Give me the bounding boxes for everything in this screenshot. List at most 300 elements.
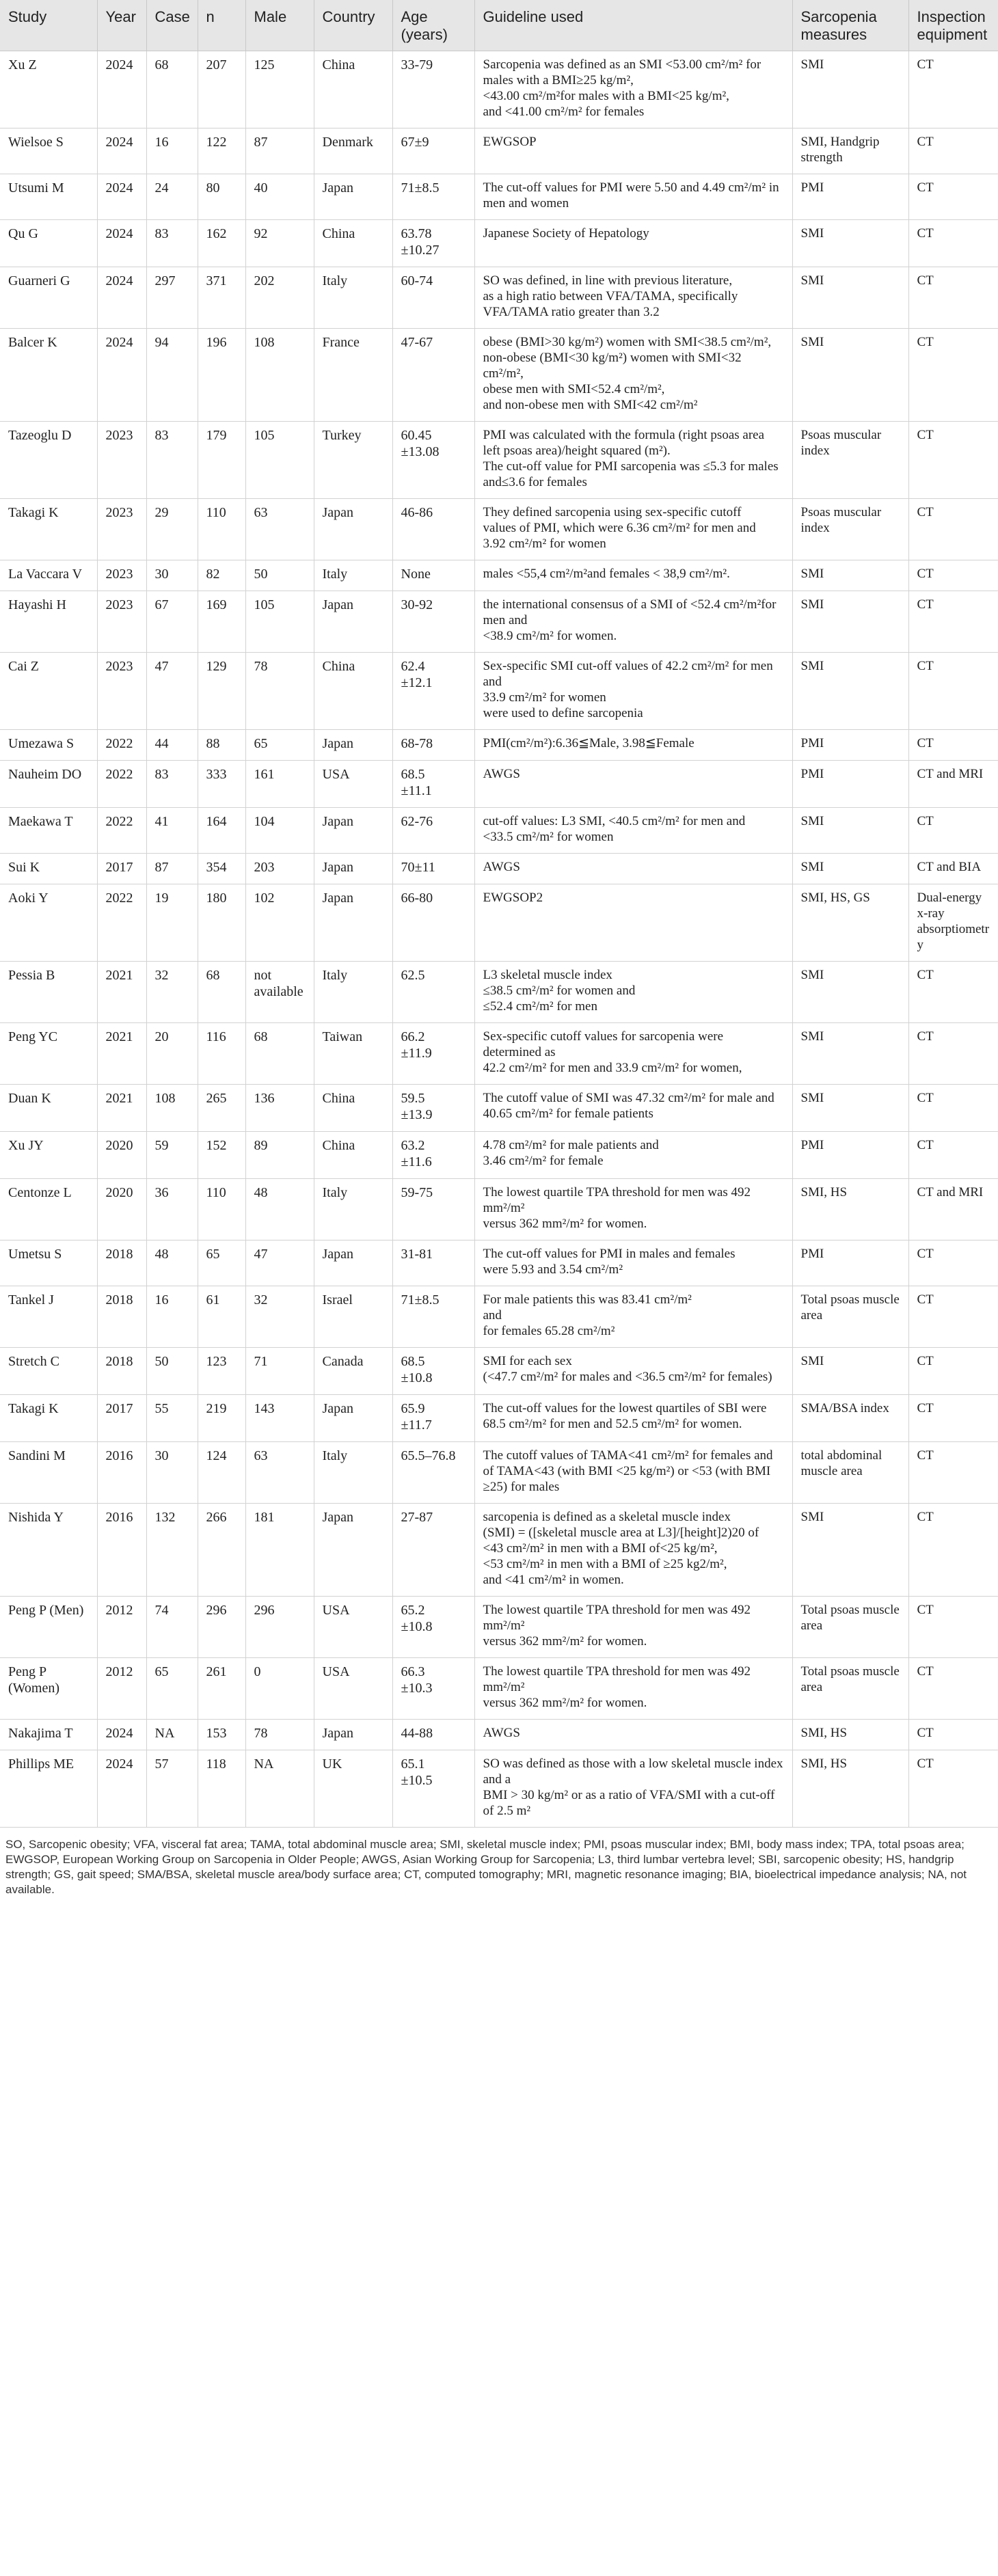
cell-equipment: CT	[908, 174, 998, 220]
cell-n: 354	[198, 854, 245, 884]
cell-age: 63.2 ±11.6	[392, 1132, 474, 1179]
column-header-measures: Sarcopenia measures	[792, 0, 908, 51]
cell-country: Japan	[314, 1720, 392, 1750]
cell-guideline: The cut-off values for PMI were 5.50 and 4.49 cm²/m² in men and women	[474, 174, 792, 220]
cell-n: 371	[198, 267, 245, 329]
cell-male: 63	[245, 1442, 314, 1504]
cell-year: 2021	[97, 962, 146, 1023]
cell-measures: SMI	[792, 1085, 908, 1132]
cell-guideline: L3 skeletal muscle index ≤38.5 cm²/m² for women and ≤52.4 cm²/m² for men	[474, 962, 792, 1023]
cell-measures: SMI	[792, 560, 908, 591]
cell-guideline: sarcopenia is defined as a skeletal muscle index (SMI) = ([skeletal muscle area at L3]/[height]2)20 of <43 cm²/m² in men with a BMI of<25 kg/m², <53 cm²/m² in men with a BMI of ≥25 kg2/m², and <41 cm²/m² in women.	[474, 1504, 792, 1597]
cell-equipment: CT	[908, 1658, 998, 1720]
cell-country: China	[314, 653, 392, 730]
table-row	[0, 761, 998, 808]
cell-equipment: CT	[908, 808, 998, 854]
cell-year: 2017	[97, 1395, 146, 1442]
cell-study: Xu JY	[0, 1132, 97, 1179]
cell-case: 55	[146, 1395, 198, 1442]
cell-age: 60-74	[392, 267, 474, 329]
cell-case: 297	[146, 267, 198, 329]
cell-equipment: CT	[908, 329, 998, 422]
cell-age: 71±8.5	[392, 1286, 474, 1348]
cell-male: 78	[245, 1720, 314, 1750]
cell-case: 94	[146, 329, 198, 422]
cell-study: Sandini M	[0, 1442, 97, 1504]
cell-guideline: the international consensus of a SMI of <52.4 cm²/m²for men and <38.9 cm²/m² for women.	[474, 591, 792, 653]
cell-measures: SMI	[792, 267, 908, 329]
table-row	[0, 560, 998, 591]
cell-study: Takagi K	[0, 499, 97, 560]
cell-male: 125	[245, 51, 314, 128]
table-footnote: SO, Sarcopenic obesity; VFA, visceral fat area; TAMA, total abdominal muscle area; SMI, skeletal muscle index; PMI, psoas muscular index; BMI, body mass index; TPA, total psoas area; EWGSOP, European Working Group on Sarcopenia in Older People; AWGS, Asian Working Group for Sarcopenia; L3, third lumbar vertebra level; SBI, sarcopenic obesity; HS, handgrip strength; GS, gait speed; SMA/BSA, skeletal muscle area/body surface area; CT, computed tomography; MRI, magnetic resonance imaging; BIA, bioelectrical impedance analysis; NA, not available.	[5, 1838, 967, 1896]
cell-measures: Total psoas muscle area	[792, 1658, 908, 1720]
cell-male: 105	[245, 422, 314, 499]
cell-case: 16	[146, 128, 198, 174]
table-header	[0, 0, 998, 51]
column-header-guideline: Guideline used	[474, 0, 792, 51]
cell-country: Japan	[314, 854, 392, 884]
cell-equipment: CT	[908, 1442, 998, 1504]
cell-n: 82	[198, 560, 245, 591]
cell-study: La Vaccara V	[0, 560, 97, 591]
cell-equipment: CT	[908, 220, 998, 267]
cell-country: Italy	[314, 267, 392, 329]
cell-year: 2024	[97, 329, 146, 422]
cell-country: China	[314, 220, 392, 267]
cell-n: 219	[198, 1395, 245, 1442]
cell-age: 67±9	[392, 128, 474, 174]
cell-male: 161	[245, 761, 314, 808]
table-row	[0, 1240, 998, 1286]
cell-measures: SMI, Handgrip strength	[792, 128, 908, 174]
cell-male: 65	[245, 730, 314, 761]
cell-male: 203	[245, 854, 314, 884]
cell-case: 32	[146, 962, 198, 1023]
cell-equipment: CT	[908, 1504, 998, 1597]
cell-country: Italy	[314, 1442, 392, 1504]
cell-measures: Psoas muscular index	[792, 499, 908, 560]
cell-equipment: CT and MRI	[908, 1179, 998, 1240]
cell-n: 124	[198, 1442, 245, 1504]
cell-study: Tankel J	[0, 1286, 97, 1348]
cell-guideline: Sex-specific SMI cut-off values of 42.2 cm²/m² for men and 33.9 cm²/m² for women were used to define sarcopenia	[474, 653, 792, 730]
cell-male: 71	[245, 1348, 314, 1395]
cell-year: 2022	[97, 808, 146, 854]
cell-case: 24	[146, 174, 198, 220]
cell-age: 44-88	[392, 1720, 474, 1750]
cell-year: 2017	[97, 854, 146, 884]
cell-equipment: CT	[908, 267, 998, 329]
cell-country: USA	[314, 1597, 392, 1658]
table-row	[0, 1179, 998, 1240]
cell-n: 122	[198, 128, 245, 174]
cell-year: 2023	[97, 422, 146, 499]
cell-male: 89	[245, 1132, 314, 1179]
cell-country: Italy	[314, 560, 392, 591]
cell-measures: PMI	[792, 1240, 908, 1286]
cell-country: UK	[314, 1750, 392, 1828]
cell-country: Japan	[314, 1240, 392, 1286]
cell-guideline: SMI for each sex (<47.7 cm²/m² for males and <36.5 cm²/m² for females)	[474, 1348, 792, 1395]
cell-n: 80	[198, 174, 245, 220]
cell-country: Italy	[314, 962, 392, 1023]
cell-n: 180	[198, 884, 245, 962]
cell-country: Italy	[314, 1179, 392, 1240]
cell-study: Takagi K	[0, 1395, 97, 1442]
cell-country: Japan	[314, 499, 392, 560]
cell-male: 50	[245, 560, 314, 591]
cell-age: 62.5	[392, 962, 474, 1023]
cell-equipment: CT	[908, 1348, 998, 1395]
cell-case: 83	[146, 220, 198, 267]
cell-study: Peng P (Men)	[0, 1597, 97, 1658]
cell-case: 41	[146, 808, 198, 854]
cell-male: 92	[245, 220, 314, 267]
cell-case: 67	[146, 591, 198, 653]
cell-case: 108	[146, 1085, 198, 1132]
cell-year: 2022	[97, 761, 146, 808]
cell-guideline: PMI(cm²/m²):6.36≦Male, 3.98≦Female	[474, 730, 792, 761]
cell-case: 16	[146, 1286, 198, 1348]
cell-study: Nauheim DO	[0, 761, 97, 808]
cell-guideline: The lowest quartile TPA threshold for men was 492 mm²/m² versus 362 mm²/m² for women.	[474, 1179, 792, 1240]
cell-equipment: CT	[908, 560, 998, 591]
cell-age: 60.45 ±13.08	[392, 422, 474, 499]
cell-age: 71±8.5	[392, 174, 474, 220]
cell-case: 65	[146, 1658, 198, 1720]
cell-guideline: The cutoff values of TAMA<41 cm²/m² for females and of TAMA<43 (with BMI <25 kg/m²) or <53 (with BMI ≥25) for males	[474, 1442, 792, 1504]
cell-year: 2023	[97, 560, 146, 591]
cell-case: 132	[146, 1504, 198, 1597]
cell-guideline: EWGSOP2	[474, 884, 792, 962]
cell-equipment: CT	[908, 1720, 998, 1750]
table-row	[0, 329, 998, 422]
cell-study: Peng YC	[0, 1023, 97, 1085]
cell-n: 261	[198, 1658, 245, 1720]
cell-measures: SMI, HS	[792, 1750, 908, 1828]
cell-year: 2024	[97, 51, 146, 128]
cell-country: Japan	[314, 1395, 392, 1442]
cell-guideline: Sex-specific cutoff values for sarcopenia were determined as 42.2 cm²/m² for men and 33.9 cm²/m² for women,	[474, 1023, 792, 1085]
header-row	[0, 0, 998, 51]
cell-male: 47	[245, 1240, 314, 1286]
cell-n: 169	[198, 591, 245, 653]
table-row	[0, 962, 998, 1023]
cell-age: 70±11	[392, 854, 474, 884]
cell-age: 68-78	[392, 730, 474, 761]
cell-age: 59-75	[392, 1179, 474, 1240]
cell-measures: SMI, HS	[792, 1720, 908, 1750]
cell-measures: Total psoas muscle area	[792, 1286, 908, 1348]
cell-case: 68	[146, 51, 198, 128]
cell-case: 29	[146, 499, 198, 560]
cell-n: 88	[198, 730, 245, 761]
cell-measures: SMI	[792, 1504, 908, 1597]
cell-measures: PMI	[792, 1132, 908, 1179]
cell-measures: PMI	[792, 730, 908, 761]
table-row	[0, 1750, 998, 1828]
cell-country: Japan	[314, 808, 392, 854]
cell-case: 47	[146, 653, 198, 730]
cell-measures: SMI	[792, 329, 908, 422]
cell-study: Balcer K	[0, 329, 97, 422]
cell-male: 108	[245, 329, 314, 422]
table-row	[0, 1720, 998, 1750]
table-row	[0, 174, 998, 220]
column-header-case: Case	[146, 0, 198, 51]
cell-measures: total abdominal muscle area	[792, 1442, 908, 1504]
cell-n: 153	[198, 1720, 245, 1750]
cell-measures: SMA/BSA index	[792, 1395, 908, 1442]
cell-country: Japan	[314, 174, 392, 220]
cell-n: 68	[198, 962, 245, 1023]
cell-age: None	[392, 560, 474, 591]
table-row	[0, 1348, 998, 1395]
cell-year: 2020	[97, 1179, 146, 1240]
cell-year: 2020	[97, 1132, 146, 1179]
cell-measures: SMI	[792, 1348, 908, 1395]
cell-measures: SMI, HS	[792, 1179, 908, 1240]
cell-measures: SMI	[792, 962, 908, 1023]
cell-study: Centonze L	[0, 1179, 97, 1240]
cell-case: 59	[146, 1132, 198, 1179]
cell-equipment: CT	[908, 1597, 998, 1658]
cell-male: not available	[245, 962, 314, 1023]
cell-measures: SMI	[792, 1023, 908, 1085]
table-row	[0, 51, 998, 128]
cell-age: 62.4 ±12.1	[392, 653, 474, 730]
cell-n: 162	[198, 220, 245, 267]
cell-guideline: The lowest quartile TPA threshold for men was 492 mm²/m² versus 362 mm²/m² for women.	[474, 1597, 792, 1658]
cell-case: 19	[146, 884, 198, 962]
cell-year: 2012	[97, 1658, 146, 1720]
cell-year: 2016	[97, 1504, 146, 1597]
cell-age: 65.1 ±10.5	[392, 1750, 474, 1828]
cell-study: Maekawa T	[0, 808, 97, 854]
cell-equipment: CT	[908, 499, 998, 560]
cell-measures: SMI	[792, 653, 908, 730]
cell-male: 78	[245, 653, 314, 730]
cell-age: 66-80	[392, 884, 474, 962]
cell-male: 143	[245, 1395, 314, 1442]
table-row	[0, 884, 998, 962]
column-header-age: Age (years)	[392, 0, 474, 51]
cell-case: 36	[146, 1179, 198, 1240]
table-row	[0, 730, 998, 761]
cell-study: Xu Z	[0, 51, 97, 128]
cell-study: Tazeoglu D	[0, 422, 97, 499]
cell-equipment: CT and MRI	[908, 761, 998, 808]
cell-study: Duan K	[0, 1085, 97, 1132]
cell-year: 2018	[97, 1286, 146, 1348]
cell-measures: Total psoas muscle area	[792, 1597, 908, 1658]
cell-measures: SMI	[792, 854, 908, 884]
cell-n: 207	[198, 51, 245, 128]
cell-year: 2024	[97, 1720, 146, 1750]
cell-measures: SMI	[792, 220, 908, 267]
table-row	[0, 1504, 998, 1597]
cell-age: 66.3 ±10.3	[392, 1658, 474, 1720]
cell-guideline: 4.78 cm²/m² for male patients and 3.46 cm²/m² for female	[474, 1132, 792, 1179]
cell-age: 66.2 ±11.9	[392, 1023, 474, 1085]
cell-n: 196	[198, 329, 245, 422]
cell-male: 48	[245, 1179, 314, 1240]
cell-male: 40	[245, 174, 314, 220]
cell-country: Japan	[314, 884, 392, 962]
cell-study: Nishida Y	[0, 1504, 97, 1597]
cell-male: 104	[245, 808, 314, 854]
cell-guideline: They defined sarcopenia using sex-specific cutoff values of PMI, which were 6.36 cm²/m² for men and 3.92 cm²/m² for women	[474, 499, 792, 560]
cell-case: 87	[146, 854, 198, 884]
cell-male: 181	[245, 1504, 314, 1597]
cell-n: 110	[198, 1179, 245, 1240]
table-row	[0, 1658, 998, 1720]
table-row	[0, 653, 998, 730]
cell-country: China	[314, 51, 392, 128]
cell-equipment: CT	[908, 1395, 998, 1442]
cell-study: Wielsoe S	[0, 128, 97, 174]
cell-equipment: CT	[908, 128, 998, 174]
column-header-male: Male	[245, 0, 314, 51]
column-header-country: Country	[314, 0, 392, 51]
cell-guideline: The cutoff value of SMI was 47.32 cm²/m² for male and 40.65 cm²/m² for female patients	[474, 1085, 792, 1132]
cell-n: 61	[198, 1286, 245, 1348]
cell-guideline: Japanese Society of Hepatology	[474, 220, 792, 267]
cell-equipment: CT	[908, 653, 998, 730]
cell-age: 65.9 ±11.7	[392, 1395, 474, 1442]
cell-measures: PMI	[792, 174, 908, 220]
cell-study: Peng P (Women)	[0, 1658, 97, 1720]
cell-country: Turkey	[314, 422, 392, 499]
cell-age: 46-86	[392, 499, 474, 560]
table-row	[0, 854, 998, 884]
cell-case: 30	[146, 1442, 198, 1504]
column-header-equipment: Inspection equipment	[908, 0, 998, 51]
cell-age: 59.5 ±13.9	[392, 1085, 474, 1132]
cell-age: 47-67	[392, 329, 474, 422]
cell-year: 2023	[97, 591, 146, 653]
cell-equipment: CT	[908, 591, 998, 653]
cell-guideline: AWGS	[474, 761, 792, 808]
cell-guideline: cut-off values: L3 SMI, <40.5 cm²/m² for men and <33.5 cm²/m² for women	[474, 808, 792, 854]
cell-male: 136	[245, 1085, 314, 1132]
cell-year: 2024	[97, 220, 146, 267]
cell-year: 2012	[97, 1597, 146, 1658]
cell-male: 87	[245, 128, 314, 174]
cell-measures: SMI	[792, 808, 908, 854]
cell-male: 68	[245, 1023, 314, 1085]
cell-study: Sui K	[0, 854, 97, 884]
cell-n: 123	[198, 1348, 245, 1395]
cell-male: 0	[245, 1658, 314, 1720]
cell-equipment: CT	[908, 1750, 998, 1828]
cell-case: 74	[146, 1597, 198, 1658]
cell-year: 2021	[97, 1085, 146, 1132]
cell-equipment: CT and BIA	[908, 854, 998, 884]
cell-case: 57	[146, 1750, 198, 1828]
cell-age: 62-76	[392, 808, 474, 854]
cell-age: 63.78 ±10.27	[392, 220, 474, 267]
cell-equipment: CT	[908, 730, 998, 761]
cell-year: 2023	[97, 653, 146, 730]
cell-guideline: EWGSOP	[474, 128, 792, 174]
cell-study: Hayashi H	[0, 591, 97, 653]
cell-age: 27-87	[392, 1504, 474, 1597]
cell-n: 296	[198, 1597, 245, 1658]
cell-study: Nakajima T	[0, 1720, 97, 1750]
cell-year: 2024	[97, 1750, 146, 1828]
cell-male: 105	[245, 591, 314, 653]
cell-guideline: For male patients this was 83.41 cm²/m² and for females 65.28 cm²/m²	[474, 1286, 792, 1348]
cell-guideline: Sarcopenia was defined as an SMI <53.00 cm²/m² for males with a BMI≥25 kg/m², <43.00 cm²/m²for males with a BMI<25 kg/m², and <41.00 cm²/m² for females	[474, 51, 792, 128]
cell-country: Canada	[314, 1348, 392, 1395]
cell-measures: PMI	[792, 761, 908, 808]
cell-year: 2024	[97, 174, 146, 220]
cell-measures: SMI, HS, GS	[792, 884, 908, 962]
cell-equipment: CT	[908, 51, 998, 128]
column-header-study: Study	[0, 0, 97, 51]
cell-male: NA	[245, 1750, 314, 1828]
cell-case: 20	[146, 1023, 198, 1085]
cell-equipment: CT	[908, 422, 998, 499]
column-header-year: Year	[97, 0, 146, 51]
table-row	[0, 128, 998, 174]
cell-study: Aoki Y	[0, 884, 97, 962]
table-body	[0, 51, 998, 1828]
cell-case: 50	[146, 1348, 198, 1395]
cell-age: 68.5 ±10.8	[392, 1348, 474, 1395]
cell-study: Phillips ME	[0, 1750, 97, 1828]
cell-case: 48	[146, 1240, 198, 1286]
cell-n: 110	[198, 499, 245, 560]
cell-country: USA	[314, 761, 392, 808]
cell-study: Qu G	[0, 220, 97, 267]
cell-study: Umetsu S	[0, 1240, 97, 1286]
column-header-n: n	[198, 0, 245, 51]
table-row	[0, 422, 998, 499]
cell-n: 265	[198, 1085, 245, 1132]
cell-n: 118	[198, 1750, 245, 1828]
cell-guideline: SO was defined as those with a low skeletal muscle index and a BMI > 30 kg/m² or as a ratio of VFA/SMI with a cut-off of 2.5 m²	[474, 1750, 792, 1828]
cell-male: 32	[245, 1286, 314, 1348]
cell-country: Japan	[314, 1504, 392, 1597]
cell-guideline: AWGS	[474, 854, 792, 884]
cell-study: Utsumi M	[0, 174, 97, 220]
cell-guideline: AWGS	[474, 1720, 792, 1750]
cell-n: 266	[198, 1504, 245, 1597]
cell-n: 164	[198, 808, 245, 854]
table-row	[0, 220, 998, 267]
table-row	[0, 267, 998, 329]
cell-age: 68.5 ±11.1	[392, 761, 474, 808]
cell-country: Denmark	[314, 128, 392, 174]
cell-guideline: males <55,4 cm²/m²and females < 38,9 cm²/m².	[474, 560, 792, 591]
cell-age: 65.5–76.8	[392, 1442, 474, 1504]
cell-country: Japan	[314, 591, 392, 653]
cell-guideline: obese (BMI>30 kg/m²) women with SMI<38.5 cm²/m², non-obese (BMI<30 kg/m²) women with SMI<32 cm²/m², obese men with SMI<52.4 cm²/m², and non-obese men with SMI<42 cm²/m²	[474, 329, 792, 422]
cell-year: 2023	[97, 499, 146, 560]
cell-measures: Psoas muscular index	[792, 422, 908, 499]
table-row	[0, 1023, 998, 1085]
cell-n: 333	[198, 761, 245, 808]
cell-case: 44	[146, 730, 198, 761]
cell-guideline: SO was defined, in line with previous literature, as a high ratio between VFA/TAMA, specifically VFA/TAMA ratio greater than 3.2	[474, 267, 792, 329]
cell-year: 2018	[97, 1240, 146, 1286]
cell-year: 2021	[97, 1023, 146, 1085]
cell-age: 65.2 ±10.8	[392, 1597, 474, 1658]
cell-age: 31-81	[392, 1240, 474, 1286]
